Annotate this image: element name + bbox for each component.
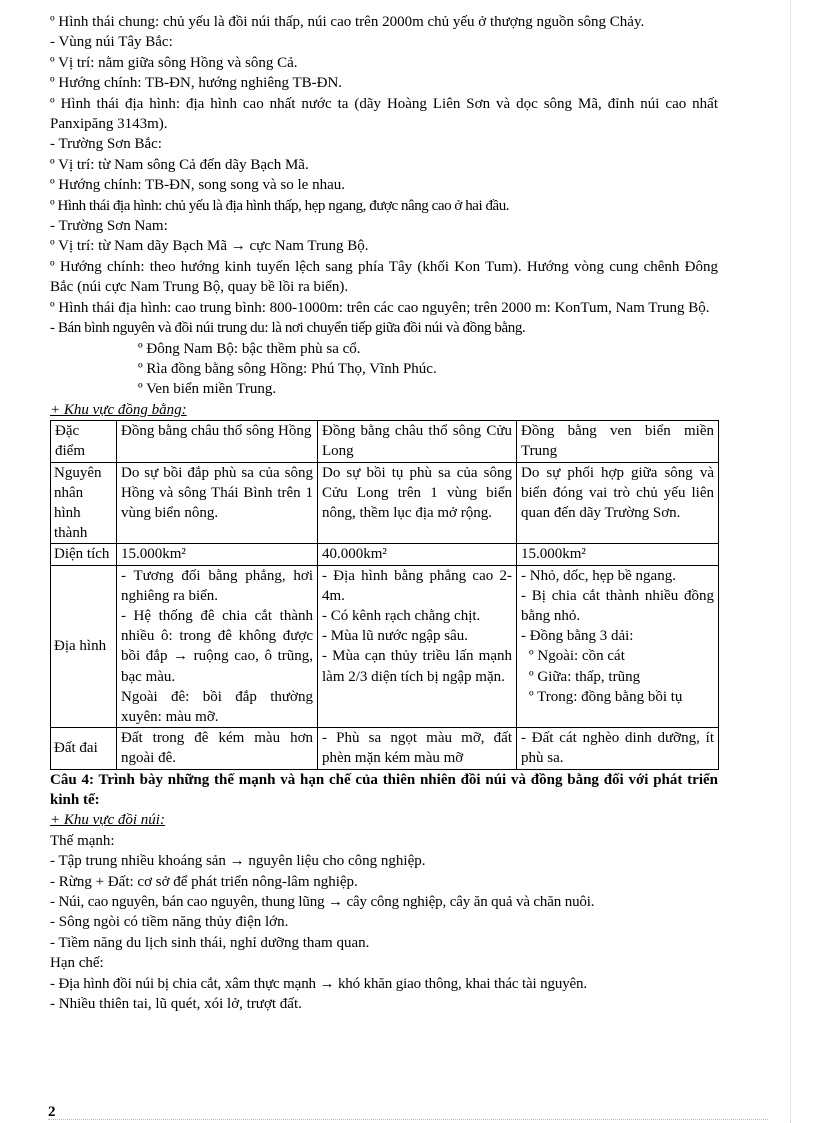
cell-area-mekong: 40.000km² <box>318 544 517 565</box>
terrain-mekong-line-2: - Có kênh rạch chằng chịt. <box>322 607 481 624</box>
page-number: 2 <box>48 1104 56 1120</box>
truong-son-nam-terrain: º Hình thái địa hình: cao trung bình: 800-1000m: trên các cao nguyên; trên 2000 m: KonTum, Nam Trung Bộ. <box>50 299 710 316</box>
truong-son-bac-location: º Vị trí: từ Nam sông Cả đến dãy Bạch Mã. <box>50 156 309 173</box>
ban-binh-nguyen-item-2: º Rìa đồng bằng sông Hồng: Phú Thọ, Vĩnh Phúc. <box>138 360 437 377</box>
table-row-soil <box>51 728 719 769</box>
heading-tay-bac: - Vùng núi Tây Bắc: <box>50 34 173 51</box>
cell-terrain-central <box>517 565 719 728</box>
ban-binh-nguyen-item-1: º Đông Nam Bộ: bậc thềm phù sa cổ. <box>138 340 361 357</box>
row-label-origin: Nguyên nhân hình thành <box>51 462 117 544</box>
row-label-terrain: Địa hình <box>51 565 117 728</box>
heading-ban-binh-nguyen: - Bán bình nguyên và đồi núi trung du: là nơi chuyển tiếp giữa đồi núi và đồng bằng. <box>50 320 526 337</box>
terrain-central-line-5: º Giữa: thấp, trũng <box>529 668 641 685</box>
cell-soil-central: - Đất cát nghèo dinh dưỡng, ít phù sa. <box>517 728 719 769</box>
paragraph-general-shape: º Hình thái chung: chủ yếu là đồi núi thấp, núi cao trên 2000m chủ yếu ở thượng nguồn sông Chảy. <box>50 14 645 30</box>
terrain-mekong-line-3: - Mùa lũ nước ngập sâu. <box>322 628 469 645</box>
heading-truong-son-nam: - Trường Sơn Nam: <box>50 218 168 235</box>
cell-soil-mekong: - Phù sa ngọt màu mỡ, đất phèn mặn kém màu mỡ <box>318 728 517 769</box>
tay-bac-location: º Vị trí: nằm giữa sông Hồng và sông Cả. <box>50 54 298 71</box>
strengths-title: Thế mạnh: <box>50 832 115 849</box>
cell-origin-mekong: Do sự bồi tụ phù sa của sông Cửu Long trên 1 vùng biển nông, thềm lục địa mở rộng. <box>318 462 517 544</box>
terrain-mekong-line-1: - Địa hình bằng phẳng cao 2-4m. <box>322 567 512 604</box>
cell-soil-red-river: Đất trong đê kém màu hơn ngoài đê. <box>117 728 318 769</box>
row-label-area: Diện tích <box>51 544 117 565</box>
table-row-terrain <box>51 565 719 728</box>
limits-title: Hạn chế: <box>50 955 104 972</box>
plains-comparison-table <box>50 420 719 769</box>
tay-bac-direction: º Hướng chính: TB-ĐN, hướng nghiêng TB-ĐN. <box>50 75 343 92</box>
footer-divider <box>48 1119 768 1120</box>
limit-item-1: - Địa hình đồi núi bị chia cắt, xâm thực mạnh → khó khăn giao thông, khai thác tài nguyên. <box>50 975 588 992</box>
table-row-origin <box>51 462 719 544</box>
terrain-red-river-line-2: - Hệ thống đê chia cắt thành nhiều ô: trong đê không được bồi đắp → ruộng cao, ô trũng, bạc màu. <box>121 607 313 685</box>
terrain-central-line-1: - Nhỏ, dốc, hẹp bề ngang. <box>521 567 676 584</box>
terrain-central-line-4: º Ngoài: cồn cát <box>529 648 625 665</box>
terrain-central-line-3: - Đồng bằng 3 dải: <box>521 628 634 645</box>
row-label-soil: Đất đai <box>51 728 117 769</box>
header-cell-feature: Đặc điểm <box>51 421 117 462</box>
cell-area-red-river: 15.000km² <box>117 544 318 565</box>
tay-bac-terrain: º Hình thái địa hình: địa hình cao nhất nước ta (dãy Hoàng Liên Sơn và dọc sông Mã, đỉnh núi cao nhất Panxipăng 3143m). <box>50 95 718 133</box>
limit-item-2: - Nhiều thiên tai, lũ quét, xói lở, trượt đất. <box>50 996 302 1013</box>
truong-son-bac-direction: º Hướng chính: TB-ĐN, song song và so le nhau. <box>50 177 345 194</box>
terrain-red-river-line-1: - Tương đối bằng phẳng, hơi nghiêng ra biển. <box>121 567 313 604</box>
cell-origin-red-river: Do sự bồi đắp phù sa của sông Hồng và sông Thái Bình trên 1 vùng biển nông. <box>117 462 318 544</box>
truong-son-nam-direction: º Hướng chính: theo hướng kinh tuyến lệch sang phía Tây (khối Kon Tum). Hướng vòng cung chênh Đông Bắc (núi cực Nam Trung Bộ, quay bề lồi ra biển). <box>50 258 718 296</box>
cell-terrain-red-river <box>117 565 318 728</box>
ban-binh-nguyen-item-3: º Ven biển miền Trung. <box>138 381 277 398</box>
terrain-mekong-line-4: - Mùa cạn thủy triều lấn mạnh làm 2/3 diện tích bị ngập mặn. <box>322 648 512 685</box>
page-margin-line <box>790 0 791 1123</box>
question-4: Câu 4: Trình bày những thế mạnh và hạn chế của thiên nhiên đồi núi và đồng bằng đối với phát triển kinh tế: <box>50 771 718 808</box>
section-heading-mountains: + Khu vực đồi núi: <box>50 812 165 829</box>
strength-item-4: - Sông ngòi có tiềm năng thủy điện lớn. <box>50 914 289 931</box>
strength-item-2: - Rừng + Đất: cơ sở để phát triển nông-lâm nghiệp. <box>50 873 358 890</box>
header-cell-central-coast: Đồng bằng ven biển miền Trung <box>517 421 719 462</box>
strength-item-3: - Núi, cao nguyên, bán cao nguyên, thung lũng → cây công nghiệp, cây ăn quả và chăn nuôi. <box>50 894 595 911</box>
document-page <box>50 12 718 1014</box>
terrain-central-line-2: - Bị chia cắt thành nhiều đồng bằng nhỏ. <box>521 587 714 624</box>
cell-origin-central: Do sự phối hợp giữa sông và biển đóng vai trò chủ yếu liên quan đến dãy Trường Sơn. <box>517 462 719 544</box>
terrain-red-river-line-3: Ngoài đê: bồi đắp thường xuyên: màu mỡ. <box>121 688 313 725</box>
table-row-area <box>51 544 719 565</box>
strength-item-5: - Tiềm năng du lịch sinh thái, nghỉ dưỡng tham quan. <box>50 934 370 951</box>
section-heading-plains: + Khu vực đồng bằng: <box>50 401 187 418</box>
table-header-row <box>51 421 719 462</box>
header-cell-mekong-delta: Đồng bằng châu thổ sông Cửu Long <box>318 421 517 462</box>
heading-truong-son-bac: - Trường Sơn Bắc: <box>50 136 162 153</box>
truong-son-nam-location: º Vị trí: từ Nam dãy Bạch Mã → cực Nam Trung Bộ. <box>50 238 369 255</box>
terrain-central-line-6: º Trong: đồng bằng bồi tụ <box>529 688 683 705</box>
cell-terrain-mekong <box>318 565 517 728</box>
cell-area-central: 15.000km² <box>517 544 719 565</box>
header-cell-red-river-delta: Đồng bằng châu thổ sông Hồng <box>117 421 318 462</box>
strength-item-1: - Tập trung nhiều khoáng sản → nguyên liệu cho công nghiệp. <box>50 853 426 870</box>
truong-son-bac-terrain: º Hình thái địa hình: chủ yếu là địa hình thấp, hẹp ngang, được nâng cao ở hai đầu. <box>50 197 510 214</box>
